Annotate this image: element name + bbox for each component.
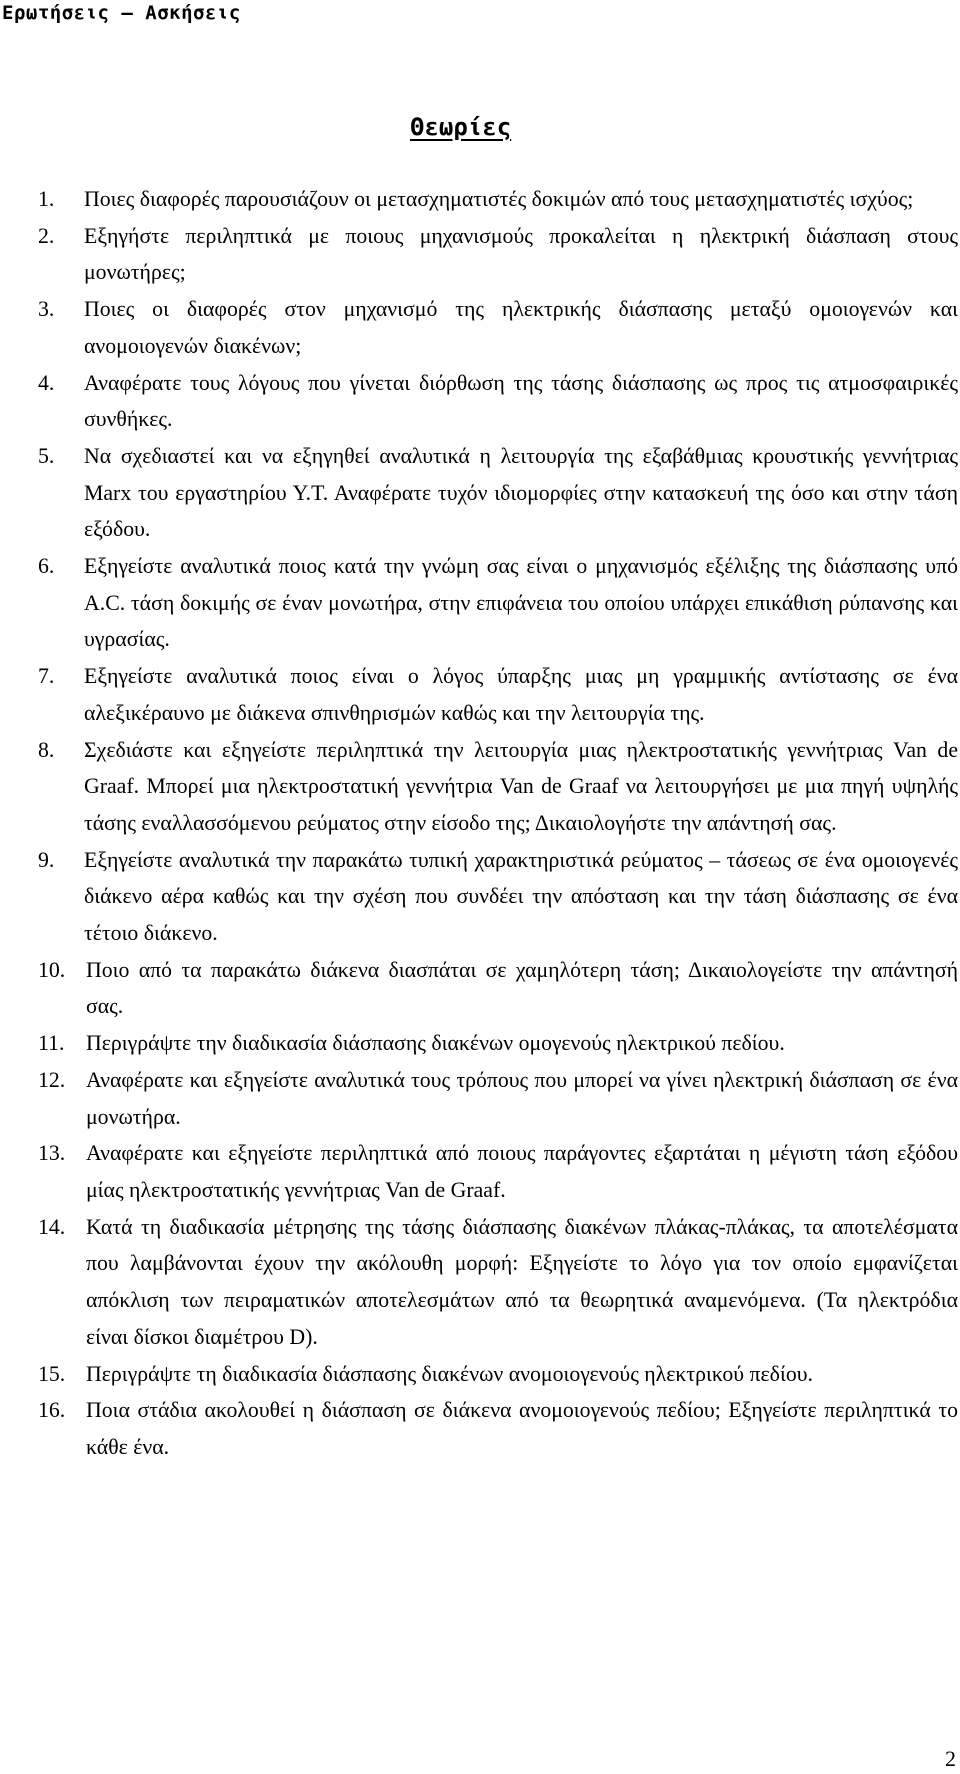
question-item (38, 365, 958, 438)
question-item (38, 1392, 958, 1465)
question-text: Να σχεδιαστεί και να εξηγηθεί αναλυτικά η λειτουργία της εξαβάθμιας κρουστικής γεννήτριας Marx του εργαστηρίου Υ.Τ. Αναφέρατε τυχόν ιδιομορφίες στην κατασκευή της όσο και στην τάση εξόδου. (84, 443, 958, 542)
question-text: Εξηγείστε αναλυτικά την παρακάτω τυπική χαρακτηριστικά ρεύματος – τάσεως σε ένα ομοιογενές διάκενο αέρα καθώς και την σχέση που συνδέει την απόσταση και την τάση διάσπασης σε ένα τέτοιο διάκενο. (84, 847, 958, 946)
question-item (38, 658, 958, 731)
question-item (38, 1209, 958, 1356)
question-text: Εξηγείστε αναλυτικά ποιος κατά την γνώμη σας είναι ο μηχανισμός εξέλιξης της διάσπασης υπό A.C. τάση δοκιμής σε έναν μονωτήρα, στην επιφάνεια του οποίου υπάρχει επικάθιση ρύπανσης και υγρασίας. (84, 554, 958, 652)
question-number: 5. (38, 443, 55, 468)
question-text: Ποιες διαφορές παρουσιάζουν οι μετασχηματιστές δοκιμών από τους μετασχηματιστές ισχύος; (84, 187, 914, 211)
question-number: 11. (38, 1031, 65, 1056)
question-item (38, 181, 958, 218)
question-number: 1. (38, 187, 55, 211)
question-text: Ποιες οι διαφορές στον μηχανισμό της ηλεκτρικής διάσπασης μεταξύ ομοιογενών και ανομοιογενών διακένων; (84, 297, 958, 358)
question-number: 14. (38, 1214, 66, 1239)
question-item (38, 842, 958, 952)
question-item (38, 732, 958, 842)
question-text: Εξηγήστε περιληπτικά με ποιους μηχανισμούς προκαλείται η ηλεκτρική διάσπαση στους μονωτήρες; (84, 223, 958, 285)
question-number: 3. (38, 297, 55, 322)
question-item (38, 1025, 958, 1062)
question-item (38, 291, 958, 364)
question-text: Περιγράψτε τη διαδικασία διάσπασης διακένων ανομοιογενούς ηλεκτρικού πεδίου. (86, 1361, 813, 1386)
question-number: 9. (38, 847, 55, 872)
question-text: Ποιο από τα παρακάτω διάκενα διασπάται σε χαμηλότερη τάση; Δικαιολογείστε την απάντησή σας. (86, 957, 958, 1019)
question-number: 13. (38, 1141, 66, 1166)
question-number: 4. (38, 370, 55, 395)
question-text: Σχεδιάστε και εξηγείστε περιληπτικά την λειτουργία μιας ηλεκτροστατικής γεννήτριας Van de Graaf. Μπορεί μια ηλεκτροστατική γεννήτρια Van de Graaf να λειτουργήσει με μια πηγή υψηλής τάσης εναλλασσόμενου ρεύματος στην είσοδο της; Δικαιολογήστε την απάντησή σας. (84, 737, 958, 835)
question-item (38, 1356, 958, 1393)
question-item (38, 218, 958, 291)
question-text: Κατά τη διαδικασία μέτρησης της τάσης διάσπασης διακένων πλάκας-πλάκας, τα αποτελέσματα που λαμβάνονται έχουν την ακόλουθη μορφή: Εξηγείστε το λόγο για τον οποίο εμφανίζεται απόκλιση των πειραματικών αποτελεσμάτων από τα θεωρητικά αναμενόμενα. (Τα ηλεκτρόδια είναι δίσκοι διαμέτρου D). (86, 1214, 958, 1349)
question-number: 16. (38, 1398, 66, 1423)
question-number: 12. (38, 1067, 66, 1092)
question-text: Αναφέρατε και εξηγείστε περιληπτικά από ποιους παράγοντες εξαρτάται η μέγιστη τάση εξόδου μίας ηλεκτροστατικής γεννήτριας Van de Graaf. (86, 1141, 958, 1202)
question-number: 15. (38, 1361, 66, 1386)
question-text: Εξηγείστε αναλυτικά ποιος είναι ο λόγος ύπαρξης μιας μη γραμμικής αντίστασης σε ένα αλεξικέραυνο με διάκενα σπινθηρισμών καθώς και την λειτουργία της. (84, 664, 958, 725)
question-text: Ποια στάδια ακολουθεί η διάσπαση σε διάκενα ανομοιογενούς πεδίου; Εξηγείστε περιληπτικά το κάθε ένα. (86, 1398, 958, 1459)
page-number: 2 (945, 1746, 956, 1771)
question-number: 7. (38, 664, 55, 689)
running-header: Ερωτήσεις – Ασκήσεις (2, 2, 241, 24)
question-text: Περιγράψτε την διαδικασία διάσπασης διακένων ομογενούς ηλεκτρικού πεδίου. (86, 1031, 785, 1056)
question-item (38, 952, 958, 1025)
question-item (38, 1135, 958, 1208)
question-number: 2. (38, 223, 55, 248)
question-number: 8. (38, 737, 55, 762)
question-number: 6. (38, 554, 55, 579)
question-item (38, 1062, 958, 1135)
section-title: Θεωρίες (410, 113, 512, 141)
question-number: 10. (38, 957, 66, 982)
question-item (38, 548, 958, 658)
question-text: Αναφέρατε και εξηγείστε αναλυτικά τους τρόπους που μπορεί να γίνει ηλεκτρική διάσπαση σε ένα μονωτήρα. (86, 1067, 958, 1129)
question-item (38, 438, 958, 548)
question-list (38, 181, 958, 1466)
question-text: Αναφέρατε τους λόγους που γίνεται διόρθωση της τάσης διάσπασης ως προς τις ατμοσφαιρικές συνθήκες. (84, 370, 958, 432)
